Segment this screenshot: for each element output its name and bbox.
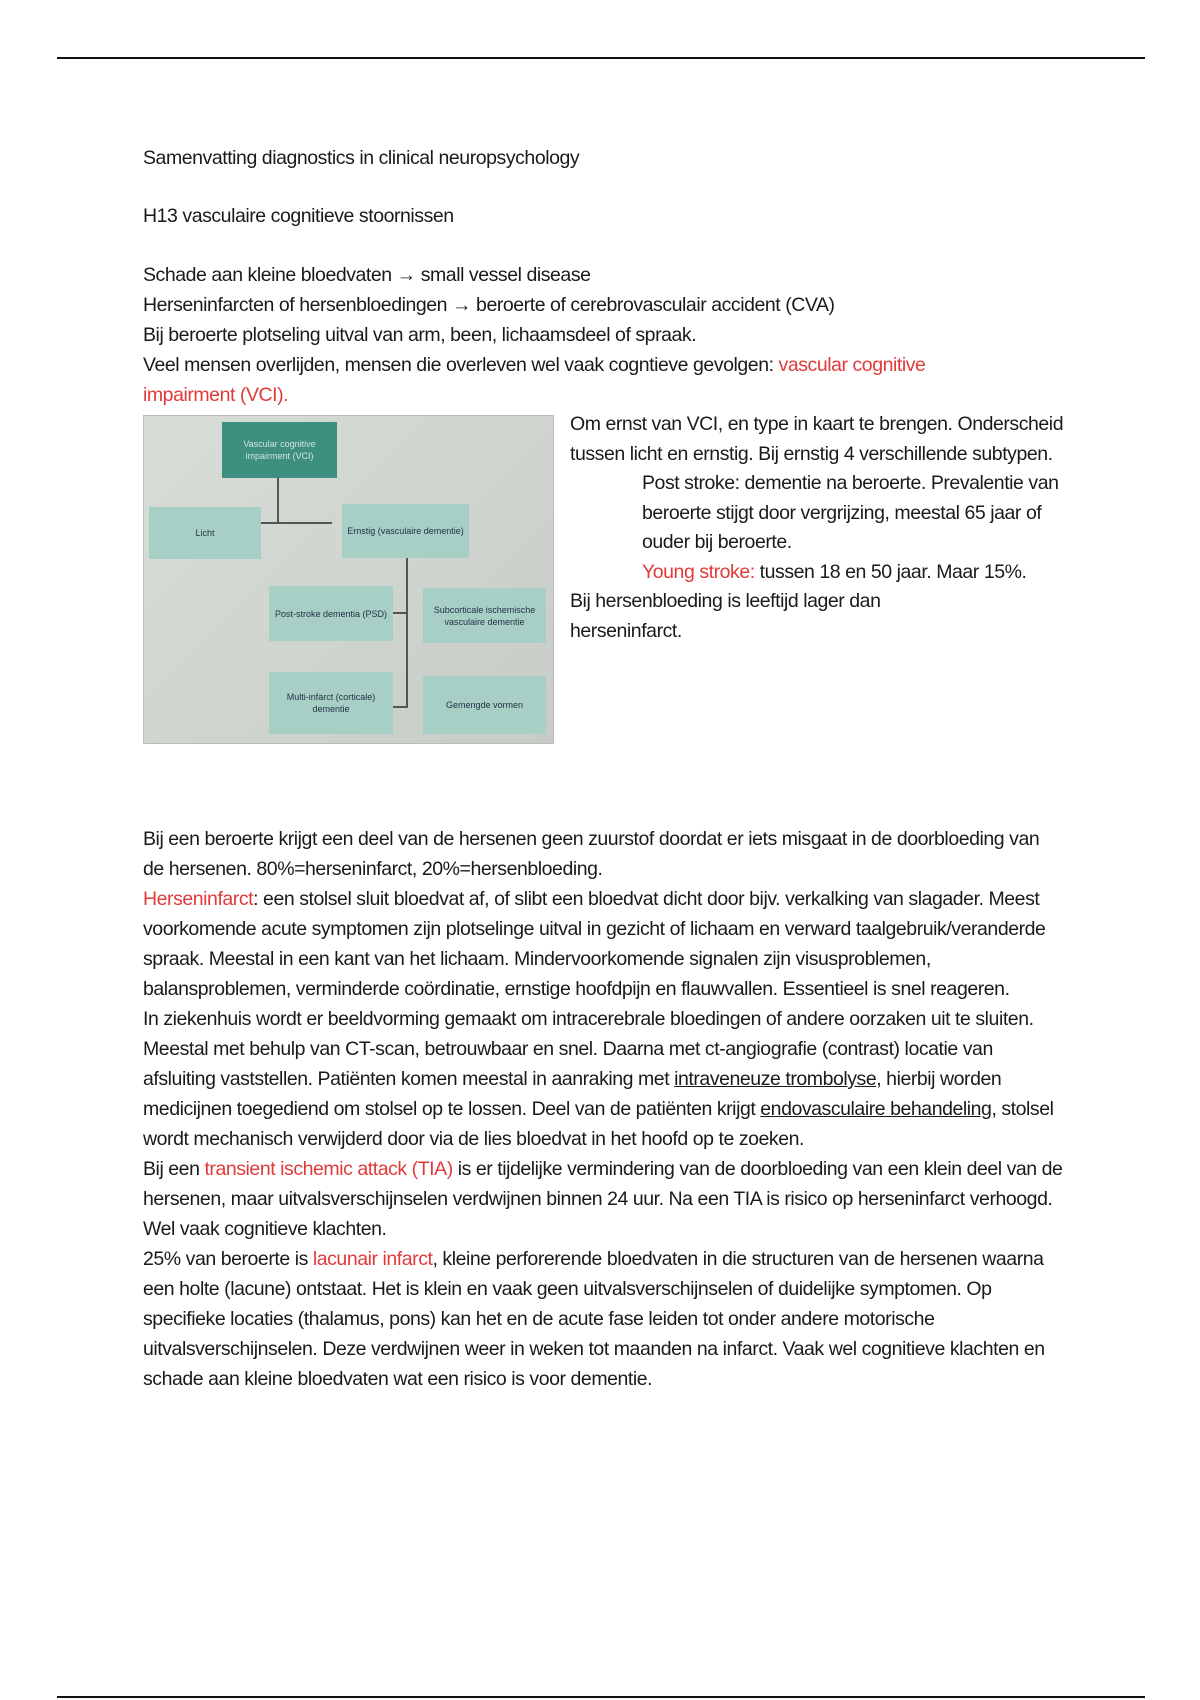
diagram-severe: Ernstig (vasculaire dementie) — [342, 504, 469, 558]
intro — [143, 260, 1063, 410]
body-paragraph: Bij een beroerte krijgt een deel van de hersenen geen zuurstof doordat er iets misgaat in de doorbloeding van de hersenen. 80%=herseninfarct, 20%=hersenbloeding. — [143, 828, 1040, 880]
body-text: , kleine perforerende bloedvaten in die structuren van de hersenen waarna een holte (lacune) ontstaat. Het is klein en vaak geen uitvalsverschijnselen of duidelijke symptomen. Op specifieke locaties (thalamus, pons) kan het en de acute fase leiden tot onder andere motorische uitvalsverschijnselen. Deze verdwijnen weer in weken tot maanden na infarct. Vaak wel cognitieve klachten en schade aan kleine bloedvaten wat een risico is voor dementie. — [143, 1248, 1045, 1390]
body-text: : een stolsel sluit bloedvat af, of slibt een bloedvat dicht door bijv. verkalking van slagader. Meest voorkomende acute symptomen zijn plotselinge uitval in gezicht of lichaam en verward taalgebruik/veranderde spraak. Meestal in een kant van het lichaam. Mindervoorkomende signalen zijn visusproblemen, balansproblemen, verminderde coördinatie, ernstige hoofdpijn en flauwvallen. Essentieel is snel reageren. — [143, 888, 1046, 1000]
diagram-root: Vascular cognitive impairment (VCI) — [222, 422, 337, 478]
underlined-term: endovasculaire behandeling — [760, 1098, 992, 1120]
bottom-rule — [57, 1696, 1145, 1698]
intro-text: Herseninfarcten of hersenbloedingen — [143, 294, 453, 316]
diagram-mixed: Gemengde vormen — [423, 676, 546, 734]
highlight-term: vascular cognitive impairment (VCI). — [143, 354, 926, 406]
highlight-term: transient ischemic attack (TIA) — [204, 1158, 453, 1180]
body-text: In ziekenhuis wordt er beeldvorming gemaakt om intracerebrale bloedingen of andere oorzaken uit te sluiten. Meestal met behulp van CT-scan, betrouwbaar en snel. Daarna met ct-angiografie (contrast) locatie van afsluiting vaststellen. Patiënten komen meestal in aanraking met — [143, 1008, 1034, 1090]
diagram-subcortical: Subcorticale ischemische vasculaire dementie — [423, 588, 546, 643]
chapter-heading: H13 vasculaire cognitieve stoornissen — [143, 205, 454, 227]
diagram-multi-infarct: Multi-infarct (corticale) dementie — [269, 672, 393, 734]
diagram-psd: Post-stroke dementia (PSD) — [269, 586, 393, 641]
body-text — [143, 824, 1063, 1394]
side-paragraph: Om ernst van VCI, en type in kaart te brengen. Onderscheid tussen licht en ernstig. Bij ernstig 4 verschillende subtypen. — [570, 413, 1064, 465]
body-text: hierbij worden medicijnen toegediend om stolsel op te lossen. Deel van de patiënten krijgt — [143, 1068, 1002, 1120]
top-rule — [57, 57, 1145, 59]
body-text: is er tijdelijke vermindering van de doorbloeding van een klein deel van de hersenen, maar uitvalsverschijnselen verdwijnen binnen 24 uur. Na een TIA is risico op herseninfarct verhoogd. Wel vaak cognitieve klachten. — [143, 1158, 1063, 1240]
intro-text: small vessel disease — [415, 264, 591, 286]
side-paragraph: Post stroke: dementie na beroerte. Prevalentie van beroerte stijgt door vergrijzing, meestal 65 jaar of ouder bij beroerte. — [642, 472, 1059, 553]
body-text: Bij een — [143, 1158, 205, 1180]
side-text: tussen 18 en 50 jaar. Maar 15%. — [754, 560, 1027, 583]
intro-text: beroerte of cerebrovasculair accident (CVA) — [471, 294, 835, 316]
arrow-icon: → — [452, 294, 472, 316]
diagram-explanation — [570, 410, 1070, 646]
document-title: Samenvatting diagnostics in clinical neuropsychology — [143, 147, 580, 169]
arrow-icon: → — [396, 264, 416, 286]
intro-text: Schade aan kleine bloedvaten — [143, 264, 397, 286]
highlight-term: lacunair infarct — [312, 1248, 433, 1270]
intro-text: Bij beroerte plotseling uitval van arm, been, lichaamsdeel of spraak. — [143, 324, 697, 346]
intro-text: Veel mensen overlijden, mensen die overleven wel vaak cogntieve gevolgen: — [143, 354, 779, 376]
body-text: 25% van beroerte is — [143, 1248, 313, 1270]
highlight-term: Herseninfarct — [143, 888, 254, 910]
body-text: , stolsel wordt mechanisch verwijderd door via de lies bloedvat in het hoofd op te zoeken. — [143, 1098, 1054, 1150]
diagram-light: Licht — [149, 507, 261, 559]
highlight-term: Young stroke: — [642, 560, 755, 583]
vci-diagram-image — [143, 415, 554, 744]
underlined-term: intraveneuze trombolyse, — [674, 1068, 882, 1090]
side-paragraph: Bij hersenbloeding is leeftijd lager dan herseninfarct. — [570, 590, 881, 642]
